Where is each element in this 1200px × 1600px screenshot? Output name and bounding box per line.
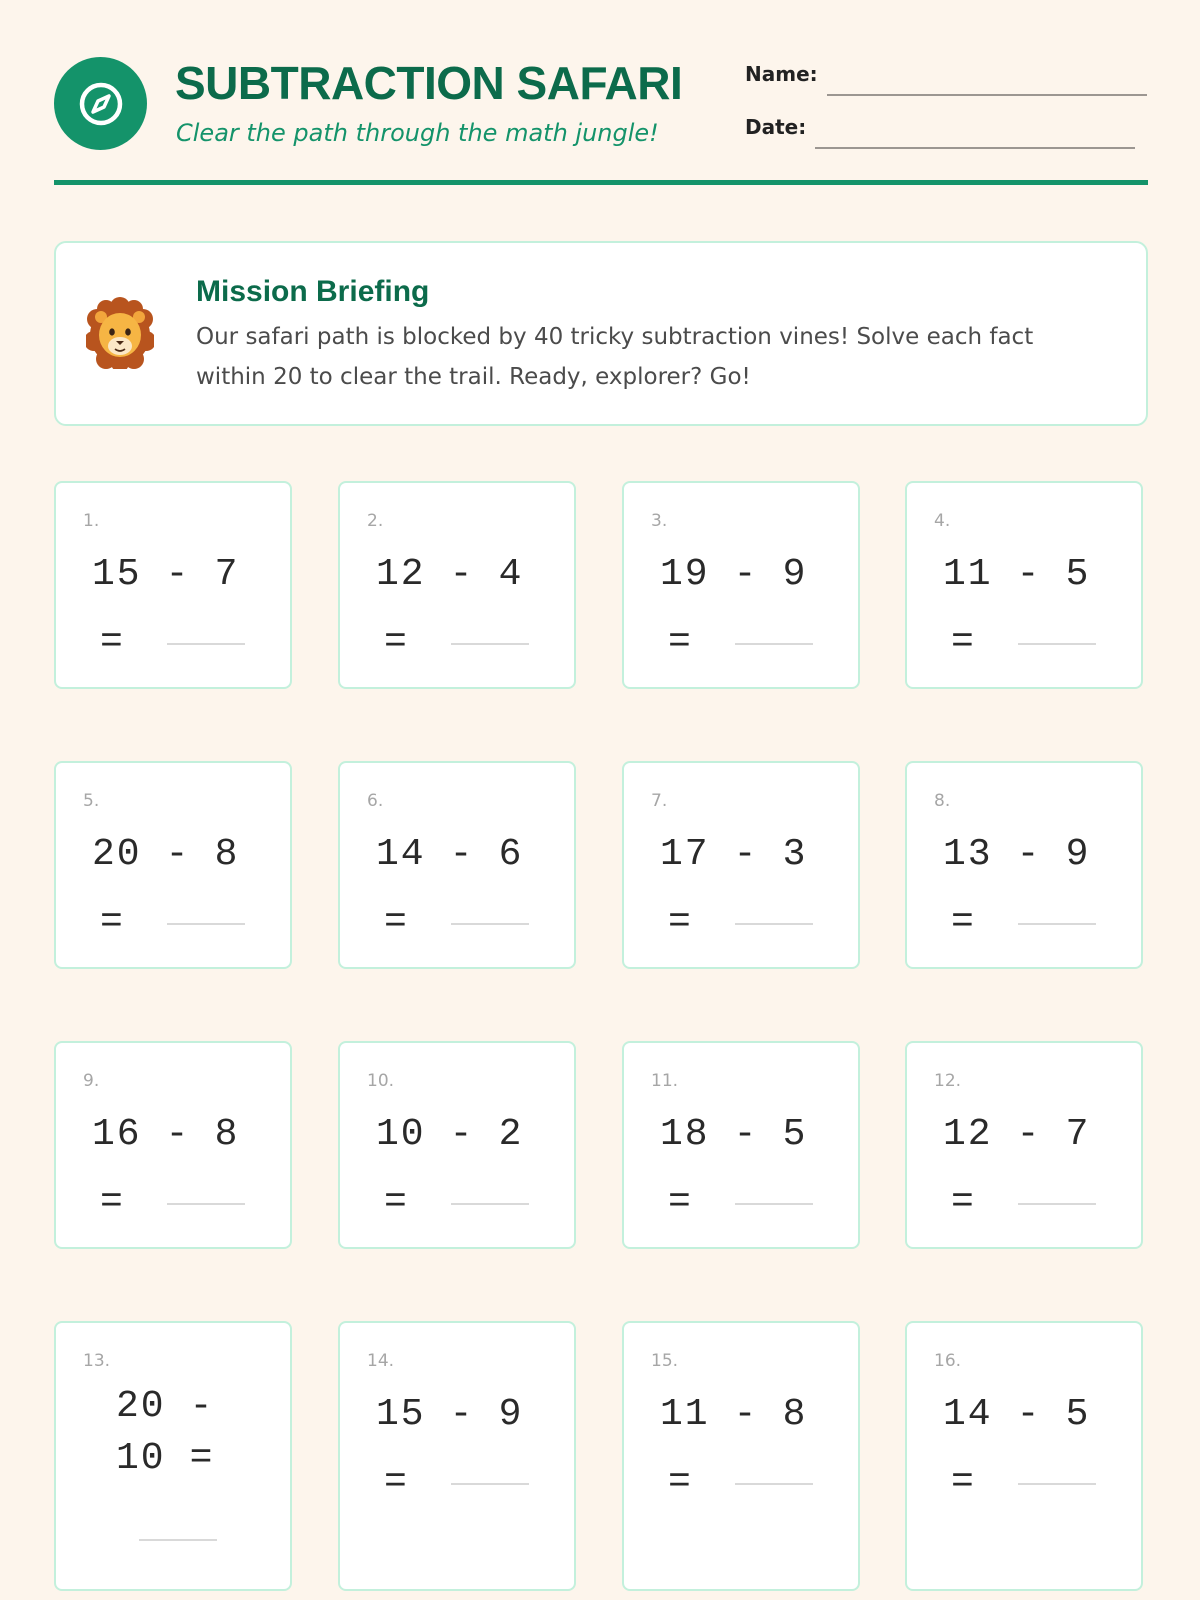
subtrahend: 9 [498, 1393, 524, 1436]
subtrahend: 2 [498, 1113, 524, 1156]
mission-briefing-card [54, 241, 1148, 426]
problem-number: 5. [83, 791, 100, 811]
problem-equation [943, 1381, 1113, 1449]
equals-sign: = [951, 1461, 974, 1504]
minuend: 19 [660, 553, 710, 596]
equals-sign: = [100, 621, 123, 664]
problem-card [54, 761, 292, 969]
minuend: 11 [660, 1393, 710, 1436]
problem-equation [376, 821, 546, 889]
equals-sign: = [384, 1461, 407, 1504]
problem-card [338, 761, 576, 969]
equals-sign: = [951, 901, 974, 944]
minuend: 20 [92, 833, 142, 876]
problem-card [54, 1321, 292, 1591]
answer-blank[interactable] [735, 1483, 813, 1485]
answer-blank[interactable] [735, 923, 813, 925]
problem-number: 3. [651, 511, 668, 531]
problem-card [905, 1321, 1143, 1591]
equals-sign: = [100, 901, 123, 944]
problem-equation [943, 541, 1113, 609]
subtrahend: 7 [1065, 1113, 1091, 1156]
equals-sign: = [668, 1461, 691, 1504]
problem-number: 2. [367, 511, 384, 531]
problem-card [905, 481, 1143, 689]
equals-sign: = [384, 1181, 407, 1224]
minus-sign: - [733, 553, 759, 596]
subtrahend: 5 [1065, 553, 1091, 596]
answer-blank[interactable] [451, 923, 529, 925]
problem-number: 12. [934, 1071, 962, 1091]
problem-number: 11. [651, 1071, 679, 1091]
subtrahend: 8 [782, 1393, 808, 1436]
minus-sign: - [449, 833, 475, 876]
minuend: 11 [943, 553, 993, 596]
minuend: 12 [376, 553, 426, 596]
minuend: 10 [376, 1113, 426, 1156]
problem-card [338, 481, 576, 689]
equals-sign: = [384, 621, 407, 664]
answer-blank[interactable] [451, 643, 529, 645]
subtrahend: 3 [782, 833, 808, 876]
answer-blank[interactable] [167, 1203, 245, 1205]
problem-card [338, 1321, 576, 1591]
minuend: 18 [660, 1113, 710, 1156]
answer-blank[interactable] [1018, 923, 1096, 925]
problem-equation [92, 1101, 262, 1169]
problem-card [622, 761, 860, 969]
answer-blank[interactable] [167, 643, 245, 645]
minus-sign: - [1016, 833, 1042, 876]
minuend: 14 [943, 1393, 993, 1436]
problem-card [338, 1041, 576, 1249]
minus-sign: - [449, 1113, 475, 1156]
subtrahend: 10 [116, 1437, 166, 1480]
problem-card [54, 481, 292, 689]
minuend: 20 [116, 1385, 166, 1428]
problem-card [905, 1041, 1143, 1249]
problem-number: 15. [651, 1351, 679, 1371]
minus-sign: - [1016, 1393, 1042, 1436]
minus-sign: - [1016, 553, 1042, 596]
problem-card [905, 761, 1143, 969]
problem-number: 6. [367, 791, 384, 811]
problem-number: 16. [934, 1351, 962, 1371]
problem-card [622, 481, 860, 689]
equals-sign: = [668, 1181, 691, 1224]
minus-sign: - [449, 1393, 475, 1436]
problem-equation [660, 1381, 830, 1449]
minus-sign: - [733, 1393, 759, 1436]
header-divider [54, 180, 1148, 185]
minuend: 16 [92, 1113, 142, 1156]
problem-equation [376, 1101, 546, 1169]
name-field[interactable] [827, 94, 1147, 96]
minus-sign: - [189, 1385, 215, 1428]
page-subtitle: Clear the path through the math jungle! [176, 119, 659, 147]
subtrahend: 5 [782, 1113, 808, 1156]
problem-equation [92, 821, 262, 889]
problem-number: 7. [651, 791, 668, 811]
equals-sign: = [951, 1181, 974, 1224]
minus-sign: - [165, 1113, 191, 1156]
subtrahend: 8 [214, 833, 240, 876]
problem-number: 10. [367, 1071, 395, 1091]
equals-sign: = [189, 1437, 215, 1480]
problem-equation [92, 541, 262, 609]
problem-equation [660, 821, 830, 889]
problem-equation [116, 1381, 236, 1485]
problem-number: 1. [83, 511, 100, 531]
equals-sign: = [384, 901, 407, 944]
answer-blank[interactable] [451, 1483, 529, 1485]
name-label: Name: [745, 62, 818, 86]
problem-number: 4. [934, 511, 951, 531]
problem-equation [660, 541, 830, 609]
problem-equation [660, 1101, 830, 1169]
minus-sign: - [449, 553, 475, 596]
problem-number: 14. [367, 1351, 395, 1371]
minuend: 17 [660, 833, 710, 876]
answer-blank[interactable] [1018, 1203, 1096, 1205]
equals-sign: = [100, 1181, 123, 1224]
answer-blank[interactable] [1018, 1483, 1096, 1485]
page-title: SUBTRACTION SAFARI [175, 57, 683, 109]
equals-sign: = [668, 901, 691, 944]
minuend: 14 [376, 833, 426, 876]
minus-sign: - [733, 1113, 759, 1156]
worksheet-header [54, 56, 1148, 184]
equals-sign: = [668, 621, 691, 664]
problem-number: 9. [83, 1071, 100, 1091]
problem-number: 8. [934, 791, 951, 811]
minus-sign: - [165, 553, 191, 596]
problem-card [622, 1321, 860, 1591]
subtrahend: 5 [1065, 1393, 1091, 1436]
problem-card [54, 1041, 292, 1249]
answer-blank[interactable] [735, 1203, 813, 1205]
date-field[interactable] [815, 147, 1135, 149]
subtrahend: 9 [1065, 833, 1091, 876]
minus-sign: - [165, 833, 191, 876]
answer-blank[interactable] [735, 643, 813, 645]
problem-equation [376, 541, 546, 609]
minuend: 15 [92, 553, 142, 596]
date-label: Date: [745, 115, 807, 139]
minuend: 15 [376, 1393, 426, 1436]
lion-icon [86, 297, 154, 373]
minuend: 12 [943, 1113, 993, 1156]
briefing-text: Our safari path is blocked by 40 tricky subtraction vines! Solve each fact within 20 to clear the trail. Ready, explorer? Go! [196, 324, 1034, 390]
problem-number: 13. [83, 1351, 111, 1371]
subtrahend: 4 [498, 553, 524, 596]
problem-card [622, 1041, 860, 1249]
answer-blank[interactable] [1018, 643, 1096, 645]
minuend: 13 [943, 833, 993, 876]
subtrahend: 6 [498, 833, 524, 876]
subtrahend: 9 [782, 553, 808, 596]
answer-blank[interactable] [139, 1539, 217, 1541]
problem-equation [943, 821, 1113, 889]
compass-icon [54, 57, 147, 150]
answer-blank[interactable] [451, 1203, 529, 1205]
minus-sign: - [1016, 1113, 1042, 1156]
subtrahend: 8 [214, 1113, 240, 1156]
problem-equation [943, 1101, 1113, 1169]
equals-sign: = [951, 621, 974, 664]
problem-equation [376, 1381, 546, 1449]
subtrahend: 7 [214, 553, 240, 596]
answer-blank[interactable] [167, 923, 245, 925]
briefing-title: Mission Briefing [196, 275, 430, 308]
minus-sign: - [733, 833, 759, 876]
